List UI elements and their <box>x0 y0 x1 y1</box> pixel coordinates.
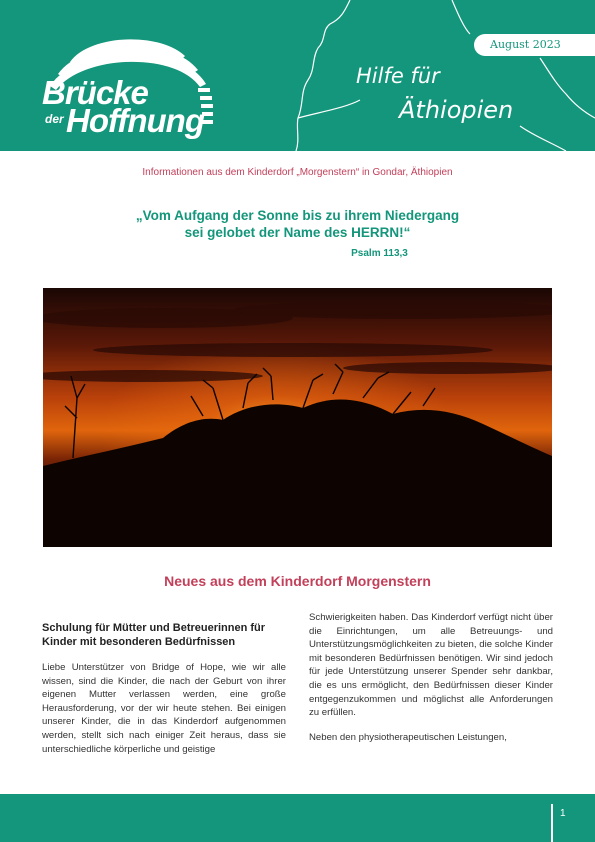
section-title: Neues aus dem Kinderdorf Morgenstern <box>164 573 431 589</box>
bible-quote <box>0 207 595 241</box>
quote-line1: „Vom Aufgang der Sonne bis zu ihrem Niedergang <box>135 208 460 223</box>
article-column-left <box>42 621 286 767</box>
sunset-photo <box>43 288 552 547</box>
logo-wordmark-line1: Brücke <box>42 74 148 111</box>
article-heading: Schulung für Mütter und Betreuerinnen für Kinder mit besonderen Bedürfnissen <box>42 622 266 648</box>
quote-citation: Psalm 113,3 <box>351 248 408 259</box>
issue-date: August 2023 <box>474 34 595 56</box>
logo-wordmark-der: der <box>45 112 64 126</box>
logo-wordmark-line2: Hoffnung <box>66 102 205 139</box>
article-column-right <box>309 611 553 755</box>
article-paragraph: Neben den physiotherapeutischen Leistungen, <box>309 731 507 743</box>
footer-divider <box>551 804 553 842</box>
page-number: 1 <box>560 808 566 819</box>
header-title-line2: Äthiopien <box>399 96 514 124</box>
article-paragraph: Liebe Unterstützer von Bridge of Hope, wie wir alle wissen, sind die Kinder, die nach der Geburt von ihrer eigenen Mutter verlassen werden, eine große Herausforderung, vor der wir heute stehen. Bei einigen unserer Kinder, die in das Kinderdorf aufgenommen werden, stellt sich nach einiger Zeit heraus, dass sie unterschiedliche körperliche und geistige <box>42 662 286 755</box>
article-paragraph: Schwierigkeiten haben. Das Kinderdorf verfügt nicht über die Einrichtungen, um alle Betreuungs- und Unterstützungsmöglichkeiten zu bieten, die solche Kinder mit besonderen Bedürfnissen benötigen. Wir sind jedoch für jede Unterstützung unserer Spender sehr dankbar, die es uns ermöglicht, den Bedürfnissen dieser Kinder entgegenzukommen und möglichst alle Anforderungen zu erfüllen. <box>309 612 553 719</box>
header-title-line1: Hilfe für <box>356 64 440 88</box>
page-footer <box>0 794 595 842</box>
page-header <box>0 0 595 151</box>
intro-subline: Informationen aus dem Kinderdorf „Morgenstern“ in Gondar, Äthiopien <box>142 167 453 178</box>
quote-line2: sei gelobet der Name des HERRN!“ <box>184 225 411 240</box>
